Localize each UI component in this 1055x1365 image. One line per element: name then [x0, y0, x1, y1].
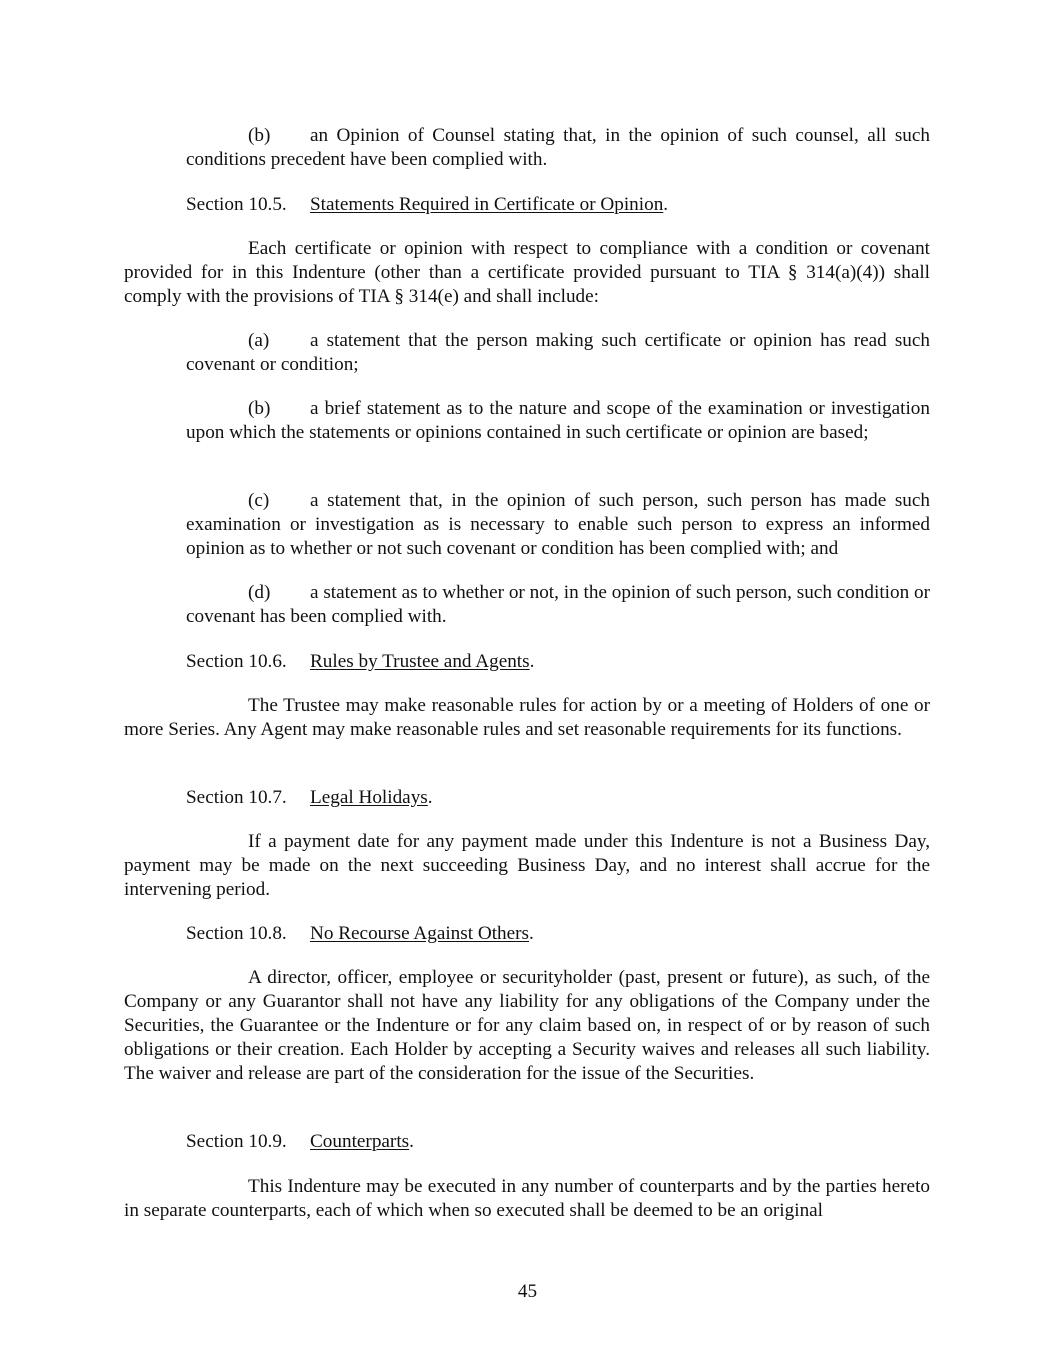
clause-label: (b) [248, 398, 271, 419]
clause-b [186, 397, 930, 445]
clause-label: (d) [248, 582, 271, 603]
page-number: 45 [517, 1281, 538, 1302]
section-title: Statements Required in Certificate or Opinion [310, 194, 664, 215]
clause-label: (b) [248, 125, 271, 146]
clause-text: an Opinion of Counsel stating that, in the opinion of such counsel, all such conditions precedent have been complied with. [186, 125, 930, 170]
section-heading-10-5: Section 10.5. Statements Required in Certificate or Opinion. [186, 194, 669, 215]
section-10-7-paragraph: If a payment date for any payment made under this Indenture is not a Business Day, payment may be made on the next succeeding Business Day, and no interest shall accrue for the intervening period. [124, 831, 930, 900]
section-10-9-paragraph: This Indenture may be executed in any number of counterparts and by the parties hereto in separate counterparts, each of which when so executed shall be deemed to be an original [124, 1176, 930, 1221]
section-title: Counterparts [310, 1131, 410, 1152]
clause-c [186, 489, 930, 561]
section-title: No Recourse Against Others [310, 923, 530, 944]
clause-text: a brief statement as to the nature and scope of the examination or investigation upon which the statements or opinions contained in such certificate or opinion are based; [186, 398, 930, 443]
section-number: Section 10.9. [186, 1131, 287, 1152]
section-10-6-paragraph: The Trustee may make reasonable rules for action by or a meeting of Holders of one or more Series. Any Agent may make reasonable rules and set reasonable requirements for its functions. [124, 695, 930, 740]
clause-text: a statement that, in the opinion of such person, such person has made such examination or investigation as is necessary to enable such person to express an informed opinion as to whether or not such covenant or condition has been complied with; and [186, 490, 930, 559]
section-number: Section 10.5. [186, 194, 287, 215]
clause-b-opinion-of-counsel [186, 124, 930, 172]
section-title: Rules by Trustee and Agents [310, 651, 530, 672]
section-number: Section 10.8. [186, 923, 287, 944]
section-heading-10-7: Section 10.7. Legal Holidays. [186, 787, 433, 808]
section-10-8-paragraph: A director, officer, employee or securityholder (past, present or future), as such, of the Company or any Guarantor shall not have any liability for any obligations of the Company under the Securities, the Guarantee or the Indenture or for any claim based on, in respect of or by reason of such obligations or their creation. Each Holder by accepting a Security waives and releases all such liability. The waiver and release are part of the consideration for the issue of the Securities. [124, 967, 930, 1084]
section-10-5-paragraph: Each certificate or opinion with respect to compliance with a condition or covenant provided for in this Indenture (other than a certificate provided pursuant to TIA § 314(a)(4)) shall comply with the provisions of TIA § 314(e) and shall include: [124, 238, 930, 307]
section-heading-10-6: Section 10.6. Rules by Trustee and Agents. [186, 651, 535, 672]
clause-text: a statement as to whether or not, in the opinion of such person, such condition or covenant has been complied with. [186, 582, 930, 627]
section-number: Section 10.6. [186, 651, 287, 672]
clause-label: (c) [248, 490, 270, 511]
section-heading-10-9: Section 10.9. Counterparts. [186, 1131, 414, 1152]
clause-a [186, 329, 930, 377]
section-number: Section 10.7. [186, 787, 287, 808]
section-heading-10-8: Section 10.8. No Recourse Against Others. [186, 923, 534, 944]
clause-d [186, 581, 930, 629]
clause-label: (a) [248, 330, 270, 351]
section-title: Legal Holidays [310, 787, 428, 808]
clause-text: a statement that the person making such certificate or opinion has read such covenant or condition; [186, 330, 930, 375]
